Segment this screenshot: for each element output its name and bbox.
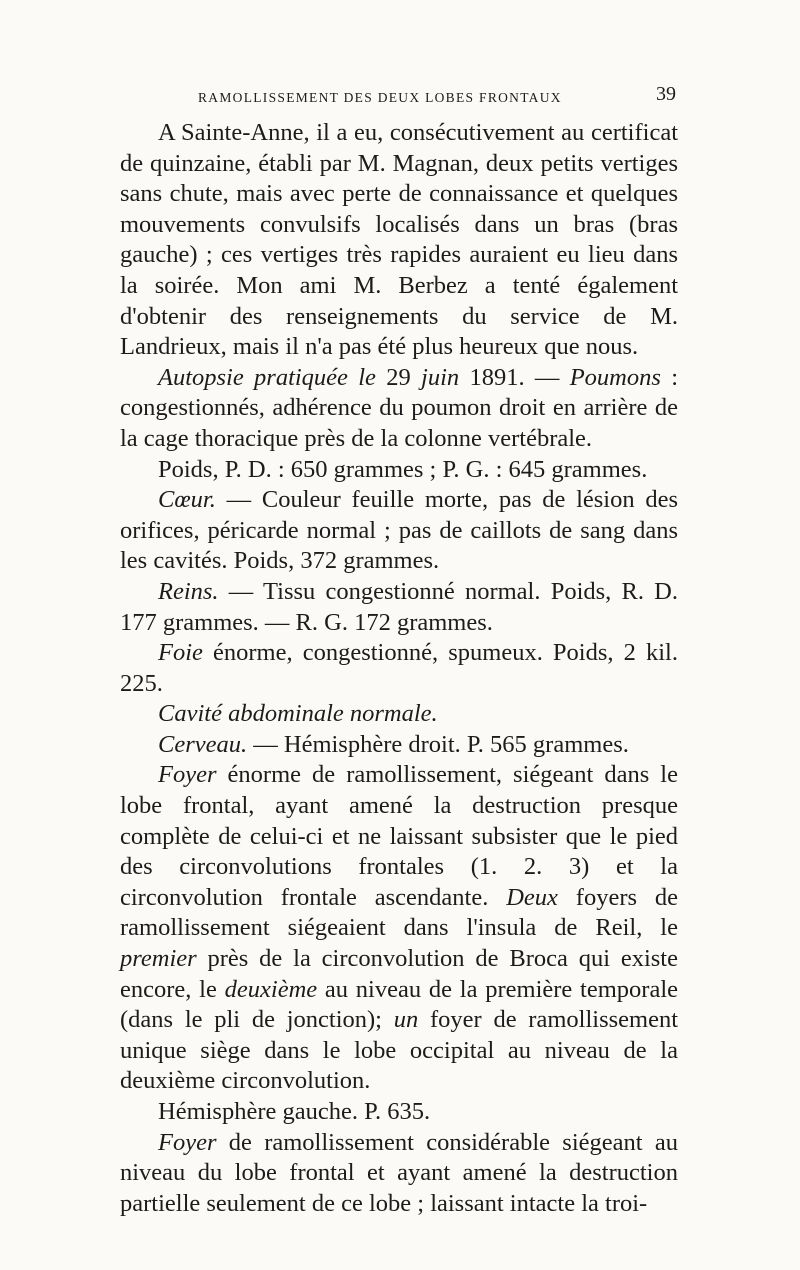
italic-phrase: Foyer [158, 761, 217, 789]
body-text [120, 118, 678, 1219]
italic-phrase: Cavité abdominale normale. [158, 700, 438, 728]
paragraph: Cœur. — Couleur feuille morte, pas de lésion des orifices, péricarde normal ; pas de caillots de sang dans les cavités. Poids, 372 grammes. [120, 486, 678, 575]
paragraph: Reins. — Tissu congestionné normal. Poids, R. D. 177 grammes. — R. G. 172 grammes. [120, 577, 678, 636]
italic-phrase: un [393, 1006, 419, 1034]
italic-phrase: Cœur. [158, 486, 216, 514]
italic-phrase: Cerveau. [158, 730, 248, 758]
italic-phrase: premier [120, 945, 197, 973]
paragraph: Poids, P. D. : 650 grammes ; P. G. : 645 grammes. [158, 455, 648, 483]
header-title: RAMOLLISSEMENT DES DEUX LOBES FRONTAUX [198, 90, 562, 105]
page-number: 39 [656, 83, 676, 105]
paragraph: Autopsie pratiquée le 29 juin 1891. — Poumons : congestionnés, adhérence du poumon droit en arrière de la cage thoracique près de la colonne vertébrale. [120, 363, 678, 452]
paragraph: Hémisphère gauche. P. 635. [158, 1098, 431, 1125]
paragraph: Foyer énorme de ramollissement, siégeant dans le lobe frontal, ayant amené la destruction presque complète de celui-ci et ne laissant subsister que le pied des circonvolutions frontales (1. 2. 3) et la circonvolution frontale ascendante. Deux foyers de ramollissement siégeaient dans l'insula de Reil, le premier près de la circonvolution de Broca qui existe encore, le deuxième au niveau de la première temporale (dans le pli de jonction); un foyer de ramollissement unique siège dans le lobe occipital au niveau de la deuxième circonvolution. [120, 761, 679, 1095]
italic-phrase: Foyer [158, 1128, 217, 1156]
italic-phrase: Reins. [158, 577, 219, 605]
paragraph: Cerveau. — Hémisphère droit. P. 565 grammes. [158, 730, 629, 758]
paragraph: Foyer de ramollissement considérable siégeant au niveau du lobe frontal et ayant amené la destruction partielle seulement de ce lobe ; laissant intacte la troi- [120, 1128, 678, 1217]
italic-phrase: juin [421, 363, 460, 391]
italic-phrase: Autopsie pratiquée le [158, 363, 376, 391]
italic-phrase: Poumons [569, 363, 661, 391]
italic-phrase: deuxième [224, 975, 318, 1003]
paragraph [120, 699, 678, 730]
italic-phrase: Foie [158, 639, 203, 667]
paragraph: A Sainte-Anne, il a eu, consécutivement au certificat de quinzaine, établi par M. Magnan, deux petits vertiges sans chute, mais avec perte de connaissance et quelques mouvements convulsifs localisés dans un bras (bras gauche) ; ces vertiges très rapides auraient eu lieu dans la soirée. Mon ami M. Berbez a tenté également d'obtenir des renseignements du service de M. Landrieux, mais il n'a pas été plus heureux que nous. [120, 119, 678, 361]
italic-phrase: Deux [506, 883, 558, 911]
running-header [198, 83, 676, 108]
paragraph: Foie énorme, congestionné, spumeux. Poids, 2 kil. 225. [120, 639, 678, 697]
